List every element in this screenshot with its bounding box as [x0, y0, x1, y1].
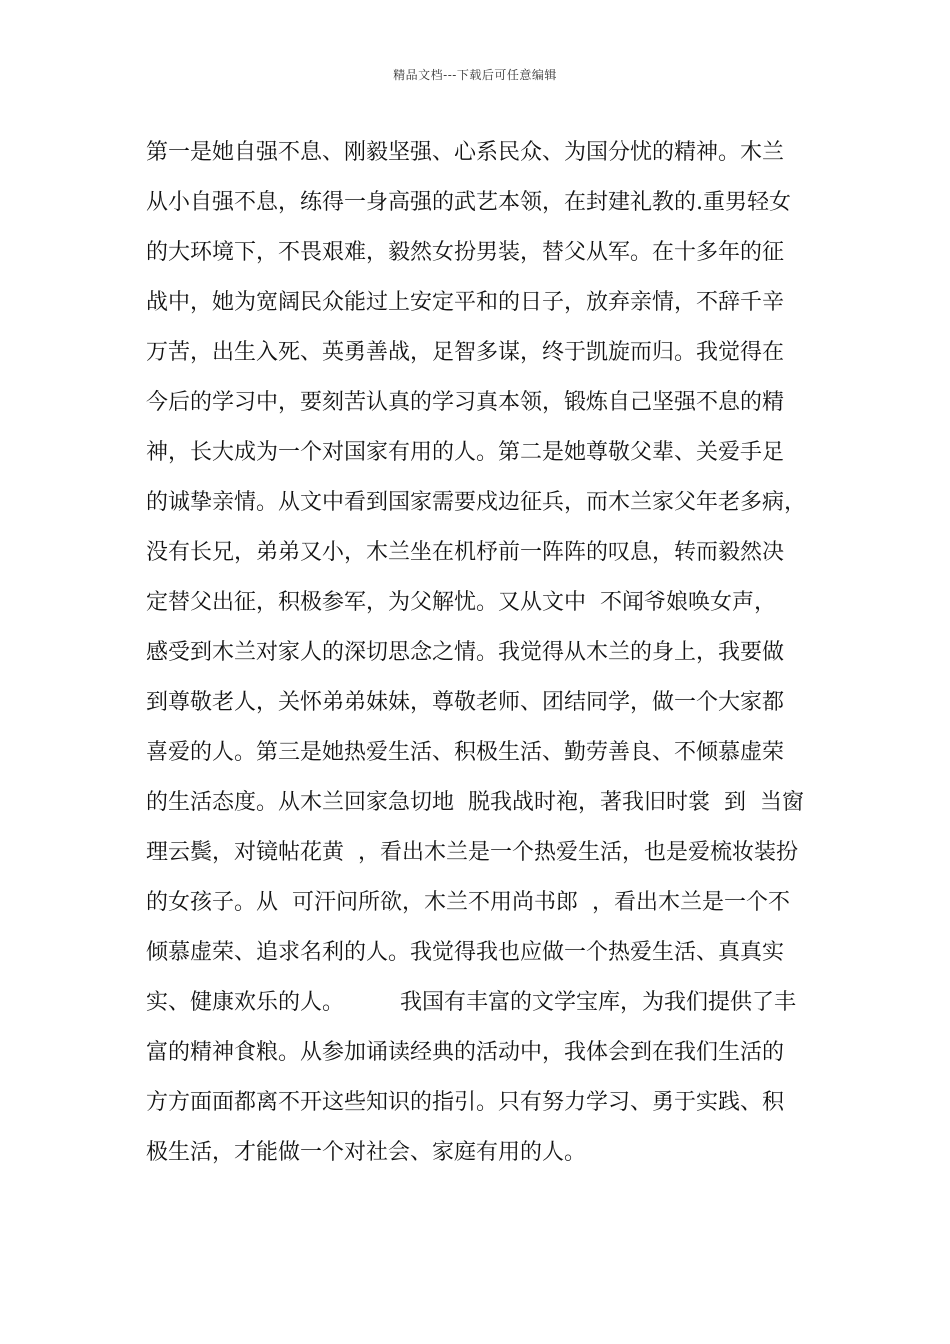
text-line: 的生活态度。从木兰回家急切地 脱我战时袍，著我旧时裳 到 当窗 [146, 790, 804, 815]
text-line: 到尊敬老人，关怀弟弟妹妹，尊敬老师、团结同学，做一个大家都 [146, 690, 785, 715]
text-line: 今后的学习中，要刻苦认真的学习真本领，锻炼自己坚强不息的精 [146, 390, 785, 415]
text-line: 喜爱的人。第三是她热爱生活、积极生活、勤劳善良、不倾慕虚荣 [146, 740, 785, 765]
text-line: 富的精神食粮。从参加诵读经典的活动中，我体会到在我们生活的 [146, 1040, 785, 1065]
body-text [146, 132, 826, 1182]
text-line: 的大环境下，不畏艰难，毅然女扮男装，替父从军。在十多年的征 [146, 240, 785, 265]
text-line: 的诚挚亲情。从文中看到国家需要戍边征兵，而木兰家父年老多病， [146, 490, 807, 515]
text-line: 定替父出征，积极参军，为父解忧。又从文中 不闻爷娘唤女声， [146, 590, 776, 615]
text-line: 倾慕虚荣、追求名利的人。我觉得我也应做一个热爱生活、真真实 [146, 940, 785, 965]
text-line: 万苦，出生入死、英勇善战，足智多谋，终于凯旋而归。我觉得在 [146, 340, 785, 365]
page-header: 精品文档---下载后可任意编辑 [393, 68, 557, 82]
text-line: 实、健康欢乐的人。 我国有丰富的文学宝库，为我们提供了丰 [146, 990, 796, 1015]
text-line: 的女孩子。从 可汗问所欲，木兰不用尚书郎 ，看出木兰是一个不 [146, 890, 790, 915]
text-line: 第一是她自强不息、刚毅坚强、心系民众、为国分忧的精神。木兰 [146, 140, 785, 165]
text-line: 从小自强不息，练得一身高强的武艺本领，在封建礼教的.重男轻女 [146, 190, 791, 215]
text-line: 理云鬓，对镜帖花黄 ，看出木兰是一个热爱生活，也是爱梳妆装扮 [146, 840, 798, 865]
text-line: 没有长兄，弟弟又小，木兰坐在机杼前一阵阵的叹息，转而毅然决 [146, 540, 785, 565]
text-line: 方方面面都离不开这些知识的指引。只有努力学习、勇于实践、积 [146, 1090, 785, 1115]
text-line: 极生活，才能做一个对社会、家庭有用的人。 [146, 1140, 587, 1165]
text-line: 感受到木兰对家人的深切思念之情。我觉得从木兰的身上，我要做 [146, 640, 785, 665]
text-line: 战中，她为宽阔民众能过上安定平和的日子，放弃亲情，不辞千辛 [146, 290, 785, 315]
text-line: 神，长大成为一个对国家有用的人。第二是她尊敬父辈、关爱手足 [146, 440, 785, 465]
